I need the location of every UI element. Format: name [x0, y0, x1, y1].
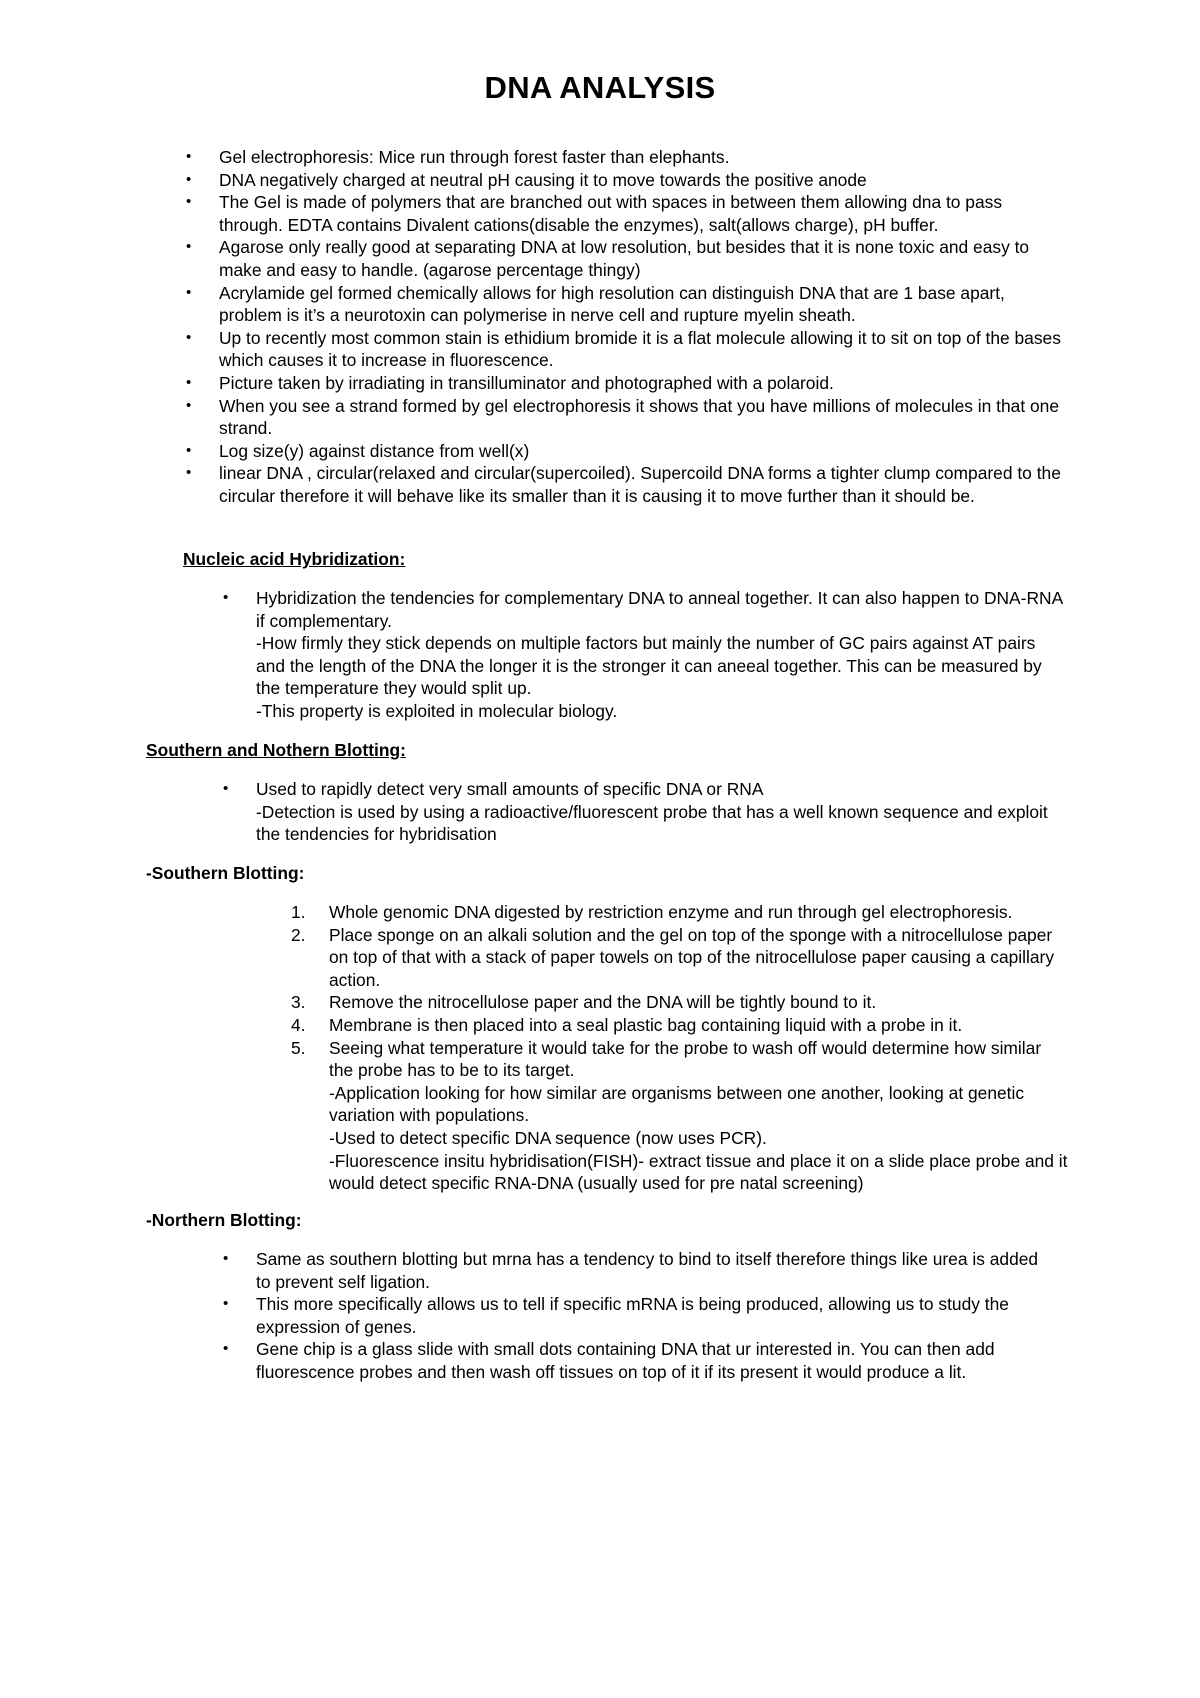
step-text: Remove the nitrocellulose paper and the DNA will be tightly bound to it. — [329, 992, 877, 1013]
list-item: • Gel electrophoresis: Mice run through forest faster than elephants. — [219, 146, 1069, 169]
list-item — [291, 924, 1069, 992]
step-text: Seeing what temperature it would take for the probe to wash off would determine how similar the probe has to be to its target. — [329, 1037, 1042, 1081]
step-text: Place sponge on an alkali solution and the gel on top of the sponge with a nitrocellulose paper on top of that with a stack of paper towels on top of the nitrocellulose paper causing a capillary action. — [329, 924, 1055, 990]
list-item — [256, 587, 1066, 723]
list-item: • When you see a strand formed by gel electrophoresis it shows that you have millions of molecules in that one strand. — [219, 395, 1069, 440]
intro-bullet-list — [219, 146, 1069, 508]
step-number: 3. — [291, 992, 306, 1013]
list-item — [291, 901, 1069, 924]
list-item: • Agarose only really good at separating DNA at low resolution, but besides that it is none toxic and easy to make and easy to handle. (agarose percentage thingy) — [219, 236, 1069, 281]
northern-bullet-list — [256, 1248, 1056, 1384]
blotting-bullet-text: • Used to rapidly detect very small amounts of specific DNA or RNA — [256, 779, 764, 799]
southern-note: -Fluorescence insitu hybridisation(FISH)- extract tissue and place it on a slide place probe and it would detect specific RNA-DNA (usually used for pre natal screening) — [329, 1150, 1068, 1194]
list-item: • linear DNA , circular(relaxed and circular(supercoiled). Supercoild DNA forms a tighter clump compared to the circular therefore it will behave like its smaller than it is causing it to move further than it should be. — [219, 462, 1069, 507]
list-item — [256, 778, 1066, 846]
blotting-heading: Southern and Nothern Blotting: — [146, 740, 406, 760]
step-text: Membrane is then placed into a seal plastic bag containing liquid with a probe in it. — [329, 1014, 963, 1035]
list-item — [291, 991, 1069, 1014]
list-item: • Log size(y) against distance from well(x) — [219, 440, 1069, 463]
southern-note: -Application looking for how similar are organisms between one another, looking at genetic variation with populations. — [329, 1082, 1025, 1126]
list-item: • Gene chip is a glass slide with small dots containing DNA that ur interested in. You can then add fluorescence probes and then wash off tissues on top of it if its present it would produce a lit. — [256, 1338, 1056, 1383]
step-text: Whole genomic DNA digested by restriction enzyme and run through gel electrophoresis. — [329, 902, 1013, 922]
blotting-list — [256, 778, 1066, 846]
hybridization-note: -This property is exploited in molecular biology. — [256, 700, 618, 721]
step-number: 2. — [291, 924, 306, 945]
list-item: • This more specifically allows us to tell if specific mRNA is being produced, allowing us to study the expression of genes. — [256, 1293, 1056, 1338]
northern-blotting-heading: -Northern Blotting: — [146, 1210, 302, 1230]
list-item: • The Gel is made of polymers that are branched out with spaces in between them allowing dna to pass through. EDTA contains Divalent cations(disable the enzymes), salt(allows charge), pH buffer. — [219, 191, 1069, 236]
hybridization-bullet-text: • Hybridization the tendencies for complementary DNA to anneal together. It can also happen to DNA-RNA if complementary. — [256, 588, 1063, 631]
hybridization-heading: Nucleic acid Hybridization: — [183, 549, 406, 569]
list-item: • Up to recently most common stain is ethidium bromide it is a flat molecule allowing it to sit on top of the bases which causes it to increase in fluorescence. — [219, 327, 1069, 372]
step-number: 5. — [291, 1037, 306, 1058]
southern-blotting-heading: -Southern Blotting: — [146, 863, 305, 883]
step-number: 1. — [291, 902, 306, 922]
step-number: 4. — [291, 1014, 306, 1035]
list-item: • Same as southern blotting but mrna has a tendency to bind to itself therefore things like urea is added to prevent self ligation. — [256, 1248, 1056, 1293]
southern-steps-list — [291, 901, 1069, 1195]
list-item: • DNA negatively charged at neutral pH causing it to move towards the positive anode — [219, 169, 1069, 192]
hybridization-note: -How firmly they stick depends on multiple factors but mainly the number of GC pairs against AT pairs and the length of the DNA the longer it is the stronger it can aneeal together. This can be measured by the temperature they would split up. — [256, 633, 1042, 699]
list-item — [291, 1037, 1069, 1195]
list-item: • Picture taken by irradiating in transilluminator and photographed with a polaroid. — [219, 372, 1069, 395]
hybridization-list — [256, 587, 1066, 723]
list-item — [291, 1014, 1069, 1037]
blotting-note: -Detection is used by using a radioactive/fluorescent probe that has a well known sequence and exploit the tendencies for hybridisation — [256, 801, 1048, 845]
list-item: • Acrylamide gel formed chemically allows for high resolution can distinguish DNA that are 1 base apart, problem is it’s a neurotoxin can polymerise in nerve cell and rupture myelin sheath. — [219, 282, 1069, 327]
document-title: DNA ANALYSIS — [484, 70, 716, 105]
southern-note: -Used to detect specific DNA sequence (now uses PCR). — [329, 1127, 767, 1148]
